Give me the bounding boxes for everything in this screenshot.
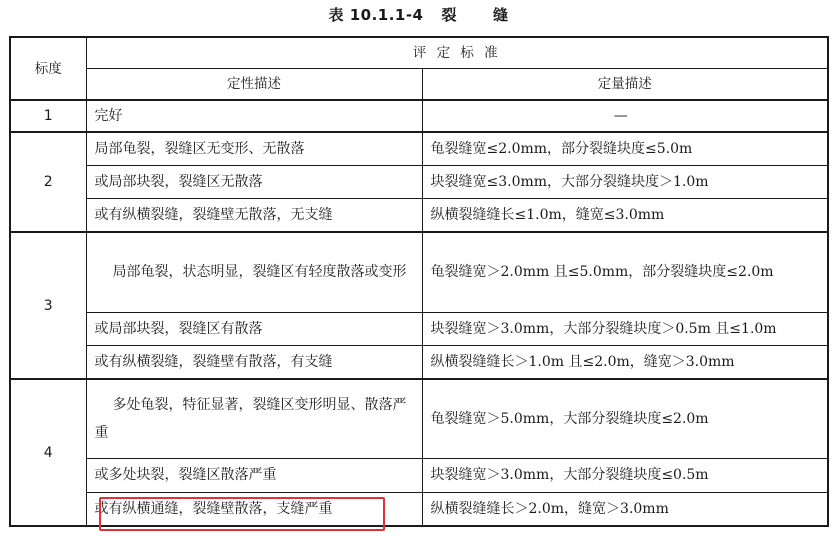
- quantitative-cell: 龟裂缝宽＞2.0mm 且≤5.0mm，部分裂缝块度≤2.0m: [422, 232, 828, 312]
- table-row: [10, 232, 828, 312]
- table-row: [10, 100, 828, 132]
- table-row: [10, 458, 828, 492]
- table-row: [10, 492, 828, 526]
- quantitative-cell: 龟裂缝宽＞5.0mm，大部分裂缝块度≤2.0m: [422, 379, 828, 458]
- header-row-types: [10, 69, 828, 101]
- criteria-header: 评 定 标 准: [86, 37, 828, 69]
- qualitative-cell: 局部龟裂，状态明显，裂缝区有轻度散落或变形: [86, 232, 422, 312]
- qualitative-cell: 或多处块裂，裂缝区散落严重: [86, 458, 422, 492]
- header-row-criteria: [10, 37, 828, 69]
- quantitative-header: 定量描述: [422, 69, 828, 101]
- quantitative-cell: 块裂缝宽＞3.0mm，大部分裂缝块度≤0.5m: [422, 458, 828, 492]
- table-row: [10, 165, 828, 198]
- quantitative-cell: —: [422, 100, 828, 132]
- quantitative-cell: 块裂缝宽＞3.0mm，大部分裂缝块度＞0.5m 且≤1.0m: [422, 312, 828, 345]
- quantitative-cell: 纵横裂缝缝长＞1.0m 且≤2.0m，缝宽＞3.0mm: [422, 345, 828, 379]
- quantitative-cell: 纵横裂缝缝长＞2.0m，缝宽＞3.0mm: [422, 492, 828, 526]
- table-row: [10, 132, 828, 165]
- table-caption: [0, 4, 837, 25]
- grade-cell: 3: [10, 232, 86, 379]
- table-row: [10, 345, 828, 379]
- qualitative-cell: 或有纵横裂缝，裂缝壁无散落，无支缝: [86, 198, 422, 232]
- grade-cell: 2: [10, 132, 86, 232]
- grade-cell: 1: [10, 100, 86, 132]
- grade-cell: 4: [10, 379, 86, 526]
- table-row: [10, 379, 828, 458]
- qualitative-cell: 完好: [86, 100, 422, 132]
- grade-header: 标度: [10, 37, 86, 100]
- crack-grading-table: [9, 36, 829, 527]
- quantitative-cell: 龟裂缝宽≤2.0mm，部分裂缝块度≤5.0m: [422, 132, 828, 165]
- table-title-char-1: 裂: [441, 6, 458, 24]
- table-title-char-2: 缝: [493, 6, 509, 24]
- quantitative-cell: 块裂缝宽≤3.0mm，大部分裂缝块度＞1.0m: [422, 165, 828, 198]
- qualitative-cell: 局部龟裂，裂缝区无变形、无散落: [86, 132, 422, 165]
- table-row: [10, 198, 828, 232]
- quantitative-cell: 纵横裂缝缝长≤1.0m，缝宽≤3.0mm: [422, 198, 828, 232]
- qualitative-header: 定性描述: [86, 69, 422, 101]
- qualitative-cell: 或局部块裂，裂缝区无散落: [86, 165, 422, 198]
- qualitative-cell: 或局部块裂，裂缝区有散落: [86, 312, 422, 345]
- qualitative-cell: 多处龟裂，特征显著，裂缝区变形明显、散落严重: [86, 379, 422, 458]
- table-row: [10, 312, 828, 345]
- qualitative-cell: 或有纵横通缝，裂缝壁散落，支缝严重: [86, 492, 422, 526]
- table-number: 表 10.1.1-4: [328, 6, 424, 24]
- qualitative-cell: 或有纵横裂缝，裂缝壁有散落，有支缝: [86, 345, 422, 379]
